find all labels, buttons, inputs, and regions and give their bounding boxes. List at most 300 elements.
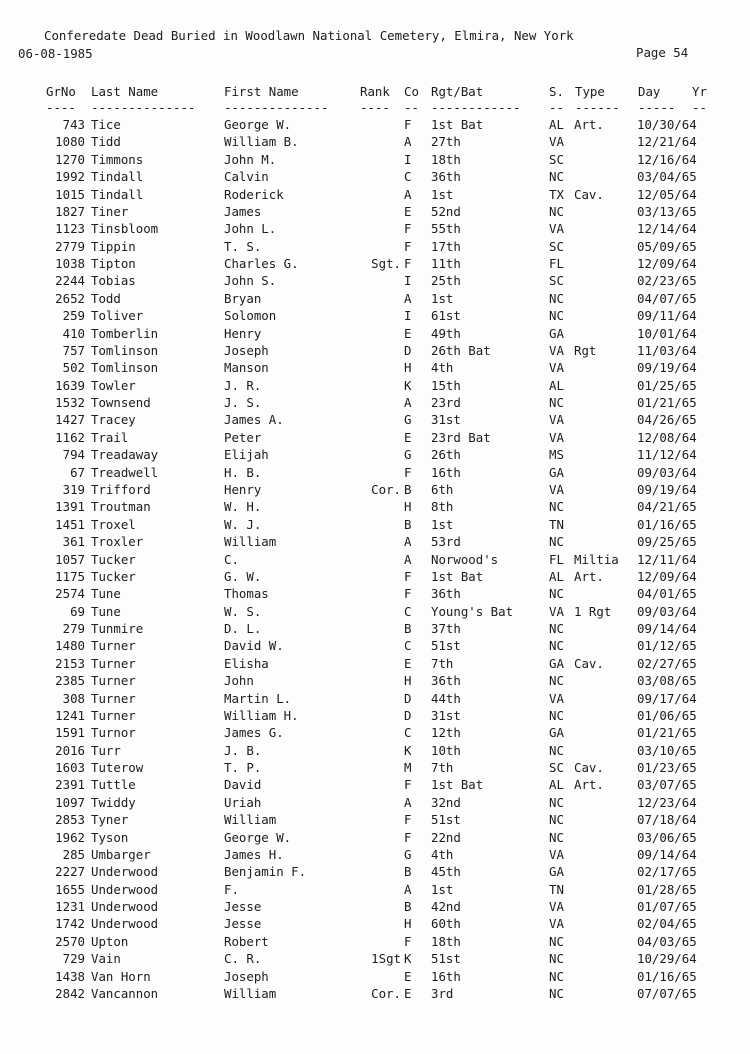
first-name: Bryan <box>224 290 262 306</box>
grave-number: 1639 <box>55 377 85 393</box>
grave-number: 1015 <box>55 186 85 202</box>
unit-type: Miltia <box>574 551 619 567</box>
death-date: 09/11/64 <box>637 308 697 324</box>
regiment: 18th <box>431 151 461 167</box>
regiment: 52nd <box>431 203 461 219</box>
rank: Sgt. <box>371 256 401 272</box>
rank: 1Sgt <box>371 951 401 967</box>
company: A <box>404 134 412 150</box>
company: C <box>404 603 412 619</box>
last-name: Trail <box>91 429 129 445</box>
state: GA <box>549 864 564 880</box>
regiment: 23rd <box>431 395 461 411</box>
first-name: H. B. <box>224 464 262 480</box>
death-date: 11/12/64 <box>637 447 697 463</box>
death-date: 09/25/65 <box>637 534 697 550</box>
header-state: S. <box>549 84 564 99</box>
death-date: 01/21/65 <box>637 725 697 741</box>
grave-number: 2570 <box>55 933 85 949</box>
company: I <box>404 151 412 167</box>
first-name: William <box>224 534 277 550</box>
table-row <box>0 359 750 376</box>
regiment: 53rd <box>431 534 461 550</box>
state: NC <box>549 308 564 324</box>
death-date: 01/28/65 <box>637 881 697 897</box>
underline-grno: ---- <box>46 100 76 115</box>
grave-number: 1057 <box>55 551 85 567</box>
first-name: Jesse <box>224 899 262 915</box>
regiment: 1st Bat <box>431 777 484 793</box>
regiment: 51st <box>431 638 461 654</box>
regiment: 7th <box>431 760 454 776</box>
state: FL <box>549 256 564 272</box>
table-row <box>0 585 750 602</box>
death-date: 01/23/65 <box>637 760 697 776</box>
company: H <box>404 673 412 689</box>
regiment: 10th <box>431 742 461 758</box>
table-row <box>0 794 750 811</box>
table-row <box>0 898 750 915</box>
regiment: 1st Bat <box>431 568 484 584</box>
company: A <box>404 794 412 810</box>
grave-number: 2652 <box>55 290 85 306</box>
grave-number: 2227 <box>55 864 85 880</box>
state: NC <box>549 742 564 758</box>
table-row <box>0 881 750 898</box>
regiment: 42nd <box>431 899 461 915</box>
company: I <box>404 308 412 324</box>
first-name: David <box>224 777 262 793</box>
first-name: T. P. <box>224 760 262 776</box>
grave-number: 1162 <box>55 429 85 445</box>
last-name: Turner <box>91 673 136 689</box>
first-name: Peter <box>224 429 262 445</box>
state: GA <box>549 464 564 480</box>
table-row <box>0 516 750 533</box>
state: AL <box>549 117 564 132</box>
grave-number: 729 <box>62 951 85 967</box>
grave-number: 319 <box>62 481 85 497</box>
state: NC <box>549 986 564 1001</box>
last-name: Tuttle <box>91 777 136 793</box>
state: NC <box>549 203 564 219</box>
regiment: 3rd <box>431 986 454 1001</box>
grave-number: 1962 <box>55 829 85 845</box>
first-name: Manson <box>224 360 269 376</box>
state: GA <box>549 655 564 671</box>
regiment: 1st Bat <box>431 117 484 132</box>
company: F <box>404 256 412 272</box>
table-row <box>0 325 750 342</box>
regiment: 61st <box>431 308 461 324</box>
first-name: Jesse <box>224 916 262 932</box>
company: G <box>404 447 412 463</box>
header-rgt-bat: Rgt/Bat <box>431 84 484 99</box>
table-row <box>0 168 750 185</box>
grave-number: 1270 <box>55 151 85 167</box>
state: NC <box>549 395 564 411</box>
state: VA <box>549 846 564 862</box>
regiment: 49th <box>431 325 461 341</box>
last-name: Tomberlin <box>91 325 159 341</box>
table-row <box>0 116 750 133</box>
death-date: 12/23/64 <box>637 794 697 810</box>
regiment: 12th <box>431 725 461 741</box>
table-row <box>0 342 750 359</box>
state: NC <box>549 169 564 185</box>
table-row <box>0 464 750 481</box>
first-name: Elijah <box>224 447 269 463</box>
death-date: 03/07/65 <box>637 777 697 793</box>
company: A <box>404 290 412 306</box>
table-row <box>0 620 750 637</box>
company: H <box>404 360 412 376</box>
grave-number: 67 <box>70 464 85 480</box>
state: SC <box>549 760 564 776</box>
last-name: Todd <box>91 290 121 306</box>
last-name: Turner <box>91 707 136 723</box>
last-name: Underwood <box>91 916 159 932</box>
first-name: William H. <box>224 707 299 723</box>
last-name: Tobias <box>91 273 136 289</box>
underline-type: ------ <box>575 100 620 115</box>
grave-number: 1241 <box>55 707 85 723</box>
death-date: 03/04/65 <box>637 169 697 185</box>
table-row <box>0 776 750 793</box>
death-date: 12/11/64 <box>637 551 697 567</box>
death-date: 01/07/65 <box>637 899 697 915</box>
state: NC <box>549 794 564 810</box>
regiment: 16th <box>431 464 461 480</box>
regiment: 17th <box>431 238 461 254</box>
death-date: 01/16/65 <box>637 968 697 984</box>
death-date: 02/04/65 <box>637 916 697 932</box>
company: D <box>404 707 412 723</box>
regiment: 27th <box>431 134 461 150</box>
grave-number: 1123 <box>55 221 85 237</box>
death-date: 09/03/64 <box>637 603 697 619</box>
underline-last-name: -------------- <box>91 100 196 115</box>
death-date: 04/07/65 <box>637 290 697 306</box>
last-name: Tucker <box>91 568 136 584</box>
underline-day: ----- <box>638 100 676 115</box>
table-row <box>0 637 750 654</box>
table-row <box>0 863 750 880</box>
table-row <box>0 742 750 759</box>
death-date: 09/19/64 <box>637 481 697 497</box>
table-row <box>0 985 750 1002</box>
state: NC <box>549 638 564 654</box>
regiment: Norwood's <box>431 551 499 567</box>
grave-number: 1097 <box>55 794 85 810</box>
regiment: 60th <box>431 916 461 932</box>
company: K <box>404 742 412 758</box>
death-date: 12/14/64 <box>637 221 697 237</box>
death-date: 12/09/64 <box>637 568 697 584</box>
grave-number: 69 <box>70 603 85 619</box>
first-name: George W. <box>224 117 292 132</box>
grave-number: 1080 <box>55 134 85 150</box>
table-row <box>0 186 750 203</box>
company: K <box>404 377 412 393</box>
state: VA <box>549 412 564 428</box>
first-name: Henry <box>224 325 262 341</box>
state: VA <box>549 429 564 445</box>
company: C <box>404 725 412 741</box>
regiment: 7th <box>431 655 454 671</box>
grave-number: 757 <box>62 342 85 358</box>
company: F <box>404 777 412 793</box>
state: AL <box>549 377 564 393</box>
grave-number: 2016 <box>55 742 85 758</box>
first-name: D. L. <box>224 621 262 637</box>
underline-co: -- <box>404 100 419 115</box>
grave-number: 1603 <box>55 760 85 776</box>
regiment: 1st <box>431 881 454 897</box>
last-name: Tidd <box>91 134 121 150</box>
table-row <box>0 481 750 498</box>
regiment: 22nd <box>431 829 461 845</box>
state: TN <box>549 881 564 897</box>
regiment: 51st <box>431 812 461 828</box>
state: VA <box>549 221 564 237</box>
grave-number: 410 <box>62 325 85 341</box>
table-row <box>0 759 750 776</box>
table-row <box>0 846 750 863</box>
underline-rank: ---- <box>360 100 390 115</box>
death-date: 04/01/65 <box>637 586 697 602</box>
company: A <box>404 534 412 550</box>
last-name: Vain <box>91 951 121 967</box>
grave-number: 1391 <box>55 499 85 515</box>
last-name: Towler <box>91 377 136 393</box>
regiment: 36th <box>431 673 461 689</box>
grave-number: 285 <box>62 846 85 862</box>
header-first-name: First Name <box>224 84 299 99</box>
death-date: 02/27/65 <box>637 655 697 671</box>
first-name: David W. <box>224 638 284 654</box>
table-row <box>0 429 750 446</box>
unit-type: Art. <box>574 568 604 584</box>
first-name: John M. <box>224 151 277 167</box>
table-row <box>0 290 750 307</box>
first-name: James G. <box>224 725 284 741</box>
unit-type: Art. <box>574 117 604 132</box>
company: A <box>404 551 412 567</box>
grave-number: 1427 <box>55 412 85 428</box>
grave-number: 1532 <box>55 395 85 411</box>
death-date: 11/03/64 <box>637 342 697 358</box>
last-name: Troutman <box>91 499 151 515</box>
grave-number: 2842 <box>55 986 85 1001</box>
state: NC <box>549 707 564 723</box>
state: GA <box>549 725 564 741</box>
state: VA <box>549 481 564 497</box>
unit-type: Art. <box>574 777 604 793</box>
first-name: J. B. <box>224 742 262 758</box>
table-row <box>0 568 750 585</box>
last-name: Treadwell <box>91 464 159 480</box>
death-date: 02/23/65 <box>637 273 697 289</box>
unit-type: 1 Rgt <box>574 603 612 619</box>
first-name: Calvin <box>224 169 269 185</box>
last-name: Tomlinson <box>91 360 159 376</box>
company: E <box>404 986 412 1001</box>
table-row <box>0 238 750 255</box>
first-name: Benjamin F. <box>224 864 307 880</box>
state: VA <box>549 603 564 619</box>
last-name: Treadaway <box>91 447 159 463</box>
regiment: 32nd <box>431 794 461 810</box>
table-row <box>0 968 750 985</box>
death-date: 10/01/64 <box>637 325 697 341</box>
company: F <box>404 829 412 845</box>
table-row <box>0 690 750 707</box>
underline-state: -- <box>549 100 564 115</box>
company: E <box>404 429 412 445</box>
death-date: 07/18/64 <box>637 812 697 828</box>
first-name: Solomon <box>224 308 277 324</box>
grave-number: 2779 <box>55 238 85 254</box>
last-name: Tice <box>91 117 121 132</box>
header-day: Day <box>638 84 661 99</box>
regiment: Young's Bat <box>431 603 514 619</box>
first-name: J. S. <box>224 395 262 411</box>
company: B <box>404 516 412 532</box>
regiment: 51st <box>431 951 461 967</box>
first-name: W. S. <box>224 603 262 619</box>
last-name: Townsend <box>91 395 151 411</box>
grave-number: 2853 <box>55 812 85 828</box>
first-name: W. H. <box>224 499 262 515</box>
unit-type: Cav. <box>574 655 604 671</box>
document-title: Conferedate Dead Buried in Woodlawn National Cemetery, Elmira, New York <box>44 28 574 43</box>
table-row <box>0 603 750 620</box>
grave-number: 1231 <box>55 899 85 915</box>
last-name: Tippin <box>91 238 136 254</box>
death-date: 09/19/64 <box>637 360 697 376</box>
first-name: Henry <box>224 481 262 497</box>
regiment: 25th <box>431 273 461 289</box>
death-date: 07/07/65 <box>637 986 697 1001</box>
death-date: 12/05/64 <box>637 186 697 202</box>
grave-number: 2244 <box>55 273 85 289</box>
company: H <box>404 916 412 932</box>
company: F <box>404 586 412 602</box>
first-name: Martin L. <box>224 690 292 706</box>
company: G <box>404 412 412 428</box>
last-name: Tyner <box>91 812 129 828</box>
first-name: James A. <box>224 412 284 428</box>
state: NC <box>549 290 564 306</box>
death-date: 05/09/65 <box>637 238 697 254</box>
company: E <box>404 655 412 671</box>
death-date: 04/26/65 <box>637 412 697 428</box>
grave-number: 502 <box>62 360 85 376</box>
death-date: 03/10/65 <box>637 742 697 758</box>
regiment: 26th <box>431 447 461 463</box>
company: D <box>404 342 412 358</box>
state: NC <box>549 586 564 602</box>
grave-number: 259 <box>62 308 85 324</box>
death-date: 04/21/65 <box>637 499 697 515</box>
header-grno: GrNo <box>46 84 76 99</box>
regiment: 23rd Bat <box>431 429 491 445</box>
state: NC <box>549 829 564 845</box>
first-name: Thomas <box>224 586 269 602</box>
first-name: C. R. <box>224 951 262 967</box>
death-date: 01/06/65 <box>637 707 697 723</box>
underline-first-name: -------------- <box>224 100 329 115</box>
header-type: Type <box>575 84 605 99</box>
first-name: G. W. <box>224 568 262 584</box>
death-date: 09/17/64 <box>637 690 697 706</box>
death-date: 09/14/64 <box>637 846 697 862</box>
company: A <box>404 881 412 897</box>
last-name: Underwood <box>91 899 159 915</box>
company: E <box>404 203 412 219</box>
regiment: 31st <box>431 412 461 428</box>
company: F <box>404 812 412 828</box>
company: F <box>404 933 412 949</box>
first-name: John S. <box>224 273 277 289</box>
company: B <box>404 481 412 497</box>
table-row <box>0 551 750 568</box>
rank: Cor. <box>371 986 401 1001</box>
table-row <box>0 811 750 828</box>
state: NC <box>549 621 564 637</box>
regiment: 55th <box>431 221 461 237</box>
last-name: Turner <box>91 655 136 671</box>
grave-number: 2391 <box>55 777 85 793</box>
state: NC <box>549 933 564 949</box>
last-name: Turner <box>91 638 136 654</box>
company: G <box>404 846 412 862</box>
death-date: 01/16/65 <box>637 516 697 532</box>
table-row <box>0 707 750 724</box>
grave-number: 2385 <box>55 673 85 689</box>
last-name: Timmons <box>91 151 144 167</box>
last-name: Upton <box>91 933 129 949</box>
first-name: Roderick <box>224 186 284 202</box>
grave-number: 794 <box>62 447 85 463</box>
table-row <box>0 446 750 463</box>
table-row <box>0 950 750 967</box>
state: NC <box>549 812 564 828</box>
regiment: 36th <box>431 169 461 185</box>
table-row <box>0 272 750 289</box>
header-yr: Yr <box>692 84 707 99</box>
grave-number: 279 <box>62 621 85 637</box>
first-name: Joseph <box>224 342 269 358</box>
state: VA <box>549 134 564 150</box>
company: A <box>404 395 412 411</box>
first-name: J. R. <box>224 377 262 393</box>
state: FL <box>549 551 564 567</box>
death-date: 02/17/65 <box>637 864 697 880</box>
table-row <box>0 655 750 672</box>
death-date: 01/21/65 <box>637 395 697 411</box>
state: VA <box>549 342 564 358</box>
last-name: Toliver <box>91 308 144 324</box>
first-name: F. <box>224 881 239 897</box>
company: A <box>404 186 412 202</box>
death-date: 03/06/65 <box>637 829 697 845</box>
table-row <box>0 203 750 220</box>
state: NC <box>549 951 564 967</box>
last-name: Tindall <box>91 169 144 185</box>
company: C <box>404 169 412 185</box>
